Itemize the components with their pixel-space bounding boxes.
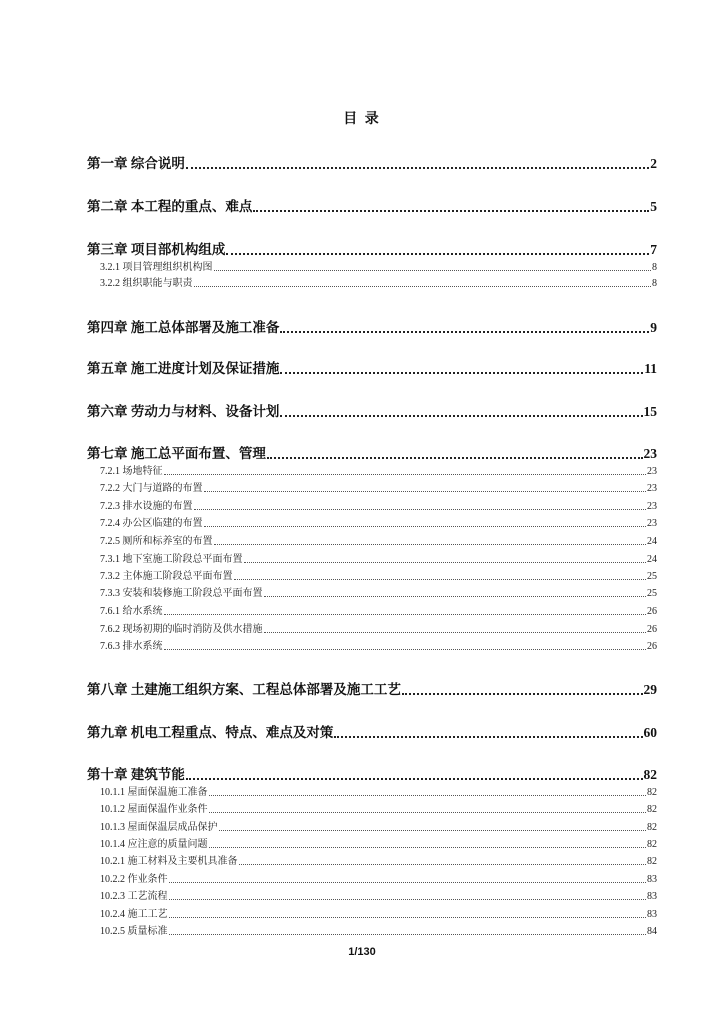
page-separator: / (354, 946, 358, 958)
toc-entry-title: 第十章 建筑节能 (87, 767, 185, 782)
toc-section-entry[interactable] (100, 479, 657, 494)
toc-section-entry[interactable] (100, 462, 657, 477)
toc-chapter-entry[interactable] (87, 678, 657, 698)
toc-section-entry[interactable] (100, 887, 657, 902)
dot-leader (169, 899, 647, 900)
toc-section-entry[interactable] (100, 258, 657, 273)
toc-section-entry[interactable] (100, 532, 657, 547)
dot-leader (194, 509, 647, 510)
toc-entry-title: 7.3.2 主体施工阶段总平面布置 (100, 571, 233, 582)
toc-section-entry[interactable] (100, 818, 657, 833)
dot-leader (204, 526, 647, 527)
toc-section-entry[interactable] (100, 584, 657, 599)
toc-entry-title: 7.2.5 厕所和标养室的布置 (100, 536, 213, 547)
toc-entry-title: 3.2.2 组织职能与职责 (100, 278, 193, 289)
toc-chapter-entry[interactable] (87, 400, 657, 420)
dot-leader (164, 649, 647, 650)
toc-section-entry[interactable] (100, 800, 657, 815)
toc-entry-page-number: 11 (644, 361, 657, 376)
toc-entry-title: 第一章 综合说明 (87, 156, 185, 171)
dot-leader (209, 847, 647, 848)
toc-entry-page-number: 84 (647, 926, 657, 937)
dot-leader (334, 736, 642, 738)
total-pages: 130 (357, 946, 376, 958)
toc-entry-title: 7.3.3 安装和装修施工阶段总平面布置 (100, 588, 263, 599)
toc-entry-title: 10.1.2 屋面保温作业条件 (100, 804, 208, 815)
toc-entry-title: 7.6.3 排水系统 (100, 641, 163, 652)
dot-leader (280, 415, 642, 417)
dot-leader (164, 474, 647, 475)
toc-entry-title: 10.1.3 屋面保温层成品保护 (100, 822, 218, 833)
toc-section-entry[interactable] (100, 274, 657, 289)
toc-section-entry[interactable] (100, 550, 657, 565)
toc-entry-page-number: 26 (647, 606, 657, 617)
toc-entry-page-number: 23 (643, 446, 657, 461)
toc-entry-title: 7.6.1 给水系统 (100, 606, 163, 617)
toc-entry-title: 10.2.1 施工材料及主要机具准备 (100, 856, 238, 867)
dot-leader (226, 253, 649, 255)
dot-leader (219, 830, 647, 831)
toc-section-entry[interactable] (100, 497, 657, 512)
toc-entry-page-number: 8 (652, 278, 657, 289)
toc-entry-page-number: 82 (643, 767, 657, 782)
toc-entry-page-number: 82 (647, 822, 657, 833)
toc-entry-page-number: 23 (647, 518, 657, 529)
toc-entry-page-number: 26 (647, 624, 657, 635)
toc-section-entry[interactable] (100, 852, 657, 867)
toc-chapter-entry[interactable] (87, 763, 657, 783)
toc-chapter-entry[interactable] (87, 442, 657, 462)
toc-entry-title: 10.1.1 屋面保温施工准备 (100, 787, 208, 798)
toc-entry-title: 第八章 土建施工组织方案、工程总体部署及施工工艺 (87, 682, 401, 697)
toc-section-entry[interactable] (100, 835, 657, 850)
toc-entry-title: 7.2.3 排水设施的布置 (100, 501, 193, 512)
toc-entry-page-number: 2 (650, 156, 657, 171)
toc-entry-page-number: 60 (643, 725, 657, 740)
toc-entry-page-number: 82 (647, 839, 657, 850)
toc-chapter-entry[interactable] (87, 357, 657, 377)
dot-leader (169, 917, 647, 918)
dot-leader (169, 882, 647, 883)
current-page-number: 1 (348, 946, 355, 958)
toc-entry-page-number: 83 (647, 909, 657, 920)
toc-section-entry[interactable] (100, 602, 657, 617)
toc-section-entry[interactable] (100, 922, 657, 937)
toc-entry-page-number: 7 (650, 242, 657, 257)
dot-leader (244, 562, 647, 563)
toc-entry-page-number: 83 (647, 891, 657, 902)
dot-leader (214, 544, 647, 545)
dot-leader (280, 372, 643, 374)
dot-leader (253, 210, 649, 212)
toc-entry-page-number: 8 (652, 262, 657, 273)
toc-entry-page-number: 23 (647, 466, 657, 477)
dot-leader (186, 167, 649, 169)
dot-leader (209, 812, 647, 813)
toc-chapter-entry[interactable] (87, 721, 657, 741)
toc-entry-page-number: 82 (647, 787, 657, 798)
toc-entry-title: 3.2.1 项目管理组织机构图 (100, 262, 213, 273)
toc-entry-title: 第六章 劳动力与材料、设备计划 (87, 404, 280, 419)
dot-leader (402, 693, 643, 695)
toc-entry-page-number: 83 (647, 874, 657, 885)
toc-entry-title: 第七章 施工总平面布置、管理 (87, 446, 266, 461)
toc-chapter-entry[interactable] (87, 316, 657, 336)
dot-leader (209, 795, 647, 796)
toc-entry-title: 10.2.3 工艺流程 (100, 891, 168, 902)
toc-entry-title: 第三章 项目部机构组成 (87, 242, 226, 257)
toc-entry-title: 第九章 机电工程重点、特点、难点及对策 (87, 725, 334, 740)
toc-entry-title: 第五章 施工进度计划及保证措施 (87, 361, 280, 376)
toc-entry-title: 第二章 本工程的重点、难点 (87, 199, 253, 214)
toc-chapter-entry[interactable] (87, 152, 657, 172)
toc-entry-page-number: 24 (647, 554, 657, 565)
dot-leader (264, 632, 647, 633)
toc-entry-page-number: 26 (647, 641, 657, 652)
toc-chapter-entry[interactable] (87, 238, 657, 258)
toc-entry-title: 7.2.4 办公区临建的布置 (100, 518, 203, 529)
toc-section-entry[interactable] (100, 783, 657, 798)
toc-entry-page-number: 5 (650, 199, 657, 214)
toc-section-entry[interactable] (100, 514, 657, 529)
page-footer (0, 946, 724, 958)
dot-leader (164, 614, 647, 615)
toc-entry-title: 10.2.2 作业条件 (100, 874, 168, 885)
toc-section-entry[interactable] (100, 567, 657, 582)
dot-leader (214, 270, 652, 271)
toc-entry-title: 第四章 施工总体部署及施工准备 (87, 320, 280, 335)
toc-entry-title: 7.2.2 大门与道路的布置 (100, 483, 203, 494)
dot-leader (194, 286, 652, 287)
toc-entry-page-number: 15 (643, 404, 657, 419)
toc-entry-page-number: 82 (647, 804, 657, 815)
dot-leader (267, 457, 643, 459)
toc-entry-page-number: 25 (647, 588, 657, 599)
dot-leader (204, 491, 647, 492)
dot-leader (264, 596, 647, 597)
page-title: 目 录 (343, 112, 381, 127)
toc-entry-page-number: 24 (647, 536, 657, 547)
toc-entry-title: 10.2.5 质量标准 (100, 926, 168, 937)
toc-entry-title: 10.1.4 应注意的质量问题 (100, 839, 208, 850)
dot-leader (186, 778, 643, 780)
toc-entry-title: 7.3.1 地下室施工阶段总平面布置 (100, 554, 243, 565)
toc-section-entry[interactable] (100, 870, 657, 885)
dot-leader (169, 934, 647, 935)
dot-leader (234, 579, 647, 580)
toc-entry-page-number: 23 (647, 483, 657, 494)
toc-entry-page-number: 23 (647, 501, 657, 512)
toc-entry-page-number: 82 (647, 856, 657, 867)
toc-entry-title: 7.6.2 现场初期的临时消防及供水措施 (100, 624, 263, 635)
toc-section-entry[interactable] (100, 905, 657, 920)
toc-entry-title: 10.2.4 施工工艺 (100, 909, 168, 920)
toc-entry-title: 7.2.1 场地特征 (100, 466, 163, 477)
dot-leader (280, 331, 649, 333)
dot-leader (239, 864, 647, 865)
toc-section-entry[interactable] (100, 637, 657, 652)
toc-chapter-entry[interactable] (87, 195, 657, 215)
toc-section-entry[interactable] (100, 620, 657, 635)
toc-entry-page-number: 25 (647, 571, 657, 582)
toc-entry-page-number: 9 (650, 320, 657, 335)
toc-entry-page-number: 29 (643, 682, 657, 697)
